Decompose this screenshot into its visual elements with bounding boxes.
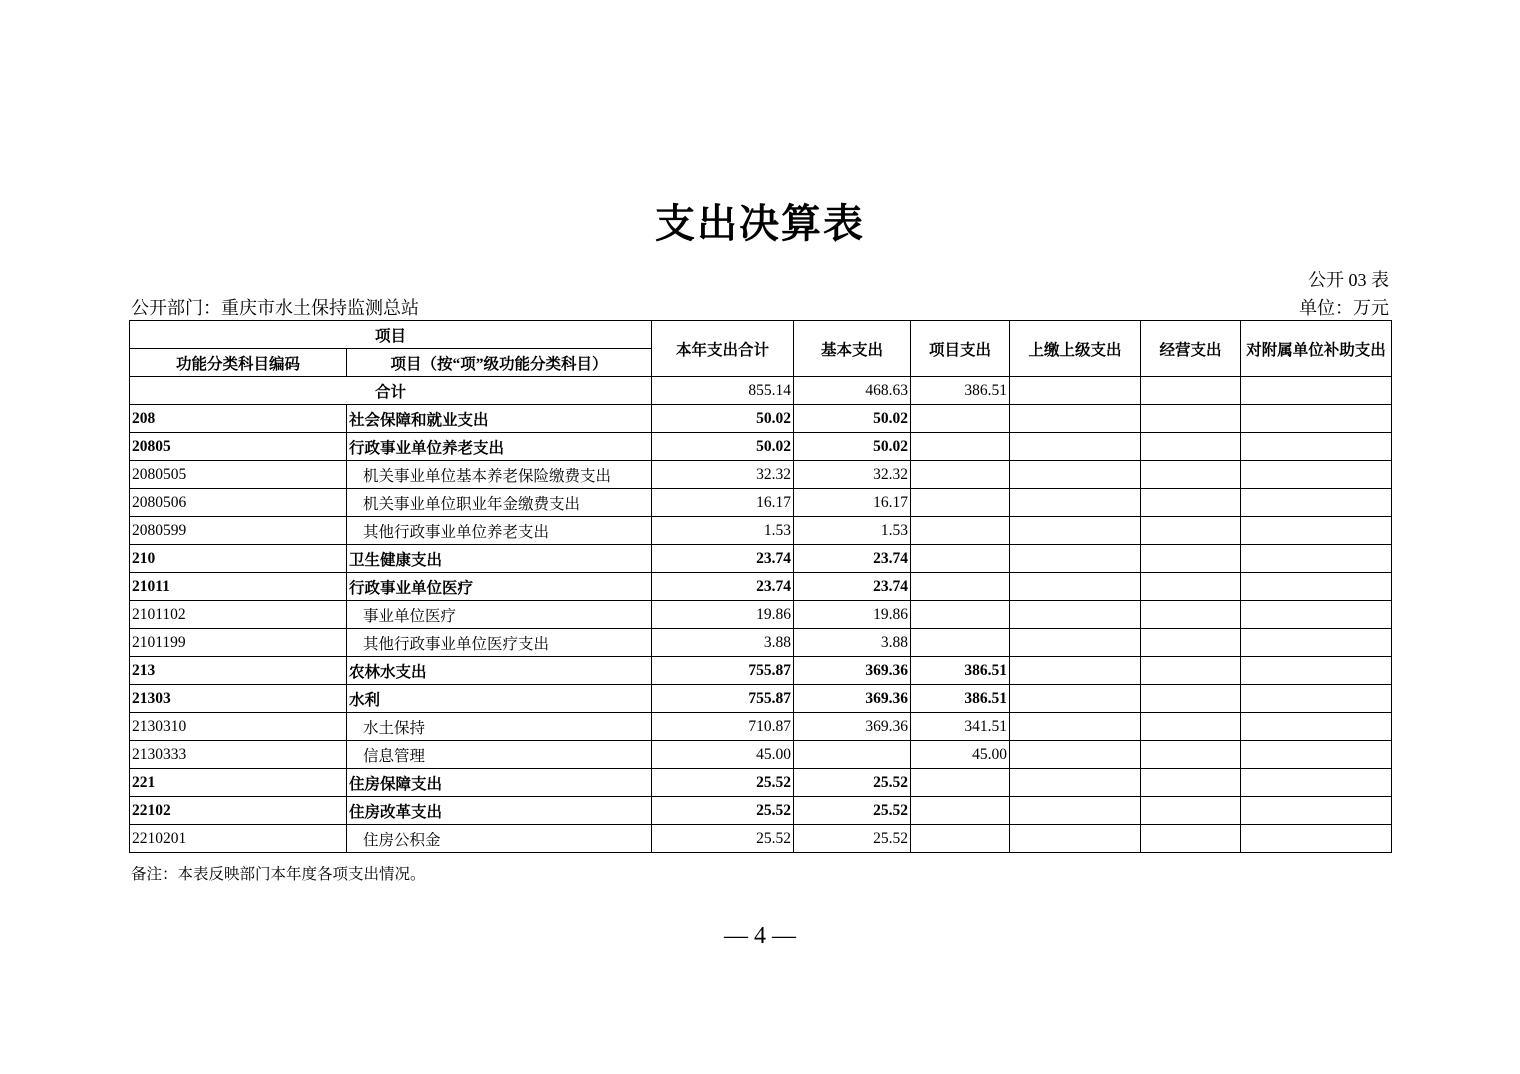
row-basic: 25.52 xyxy=(794,797,911,825)
row-code: 221 xyxy=(130,769,347,797)
row-total: 32.32 xyxy=(652,461,794,489)
row-business xyxy=(1141,545,1241,573)
row-subsidy xyxy=(1241,685,1392,713)
row-total: 755.87 xyxy=(652,657,794,685)
row-code: 2130333 xyxy=(130,741,347,769)
row-code: 2080506 xyxy=(130,489,347,517)
row-upper xyxy=(1010,629,1141,657)
row-subsidy xyxy=(1241,461,1392,489)
row-name: 社会保障和就业支出 xyxy=(347,405,652,433)
row-code: 21303 xyxy=(130,685,347,713)
table-row xyxy=(130,685,1392,713)
row-name: 住房公积金 xyxy=(347,825,652,853)
row-total: 50.02 xyxy=(652,405,794,433)
page-number: — 4 — xyxy=(724,923,796,949)
table-row xyxy=(130,545,1392,573)
row-subsidy xyxy=(1241,433,1392,461)
row-business xyxy=(1141,713,1241,741)
header-project-expense: 项目支出 xyxy=(911,321,1010,377)
row-upper xyxy=(1010,685,1141,713)
row-code: 2130310 xyxy=(130,713,347,741)
footnote: 备注：本表反映部门本年度各项支出情况。 xyxy=(131,866,426,883)
row-project xyxy=(911,769,1010,797)
row-total: 710.87 xyxy=(652,713,794,741)
row-subsidy xyxy=(1241,825,1392,853)
header-business: 经营支出 xyxy=(1141,321,1241,377)
row-project xyxy=(911,405,1010,433)
row-name: 行政事业单位医疗 xyxy=(347,573,652,601)
row-basic xyxy=(794,741,911,769)
total-subsidy xyxy=(1241,377,1392,405)
row-project xyxy=(911,797,1010,825)
row-name: 事业单位医疗 xyxy=(347,601,652,629)
row-subsidy xyxy=(1241,545,1392,573)
row-subsidy xyxy=(1241,769,1392,797)
row-name: 农林水支出 xyxy=(347,657,652,685)
row-name: 其他行政事业单位医疗支出 xyxy=(347,629,652,657)
row-total: 23.74 xyxy=(652,573,794,601)
row-upper xyxy=(1010,825,1141,853)
row-code: 213 xyxy=(130,657,347,685)
row-project: 386.51 xyxy=(911,657,1010,685)
row-total: 50.02 xyxy=(652,433,794,461)
row-total: 3.88 xyxy=(652,629,794,657)
row-upper xyxy=(1010,489,1141,517)
row-business xyxy=(1141,741,1241,769)
row-business xyxy=(1141,461,1241,489)
row-subsidy xyxy=(1241,741,1392,769)
row-subsidy xyxy=(1241,517,1392,545)
row-business xyxy=(1141,517,1241,545)
row-upper xyxy=(1010,657,1141,685)
row-total: 25.52 xyxy=(652,797,794,825)
row-subsidy xyxy=(1241,405,1392,433)
row-total: 16.17 xyxy=(652,489,794,517)
row-total: 23.74 xyxy=(652,545,794,573)
table-row xyxy=(130,713,1392,741)
row-business xyxy=(1141,769,1241,797)
table-row xyxy=(130,433,1392,461)
total-business xyxy=(1141,377,1241,405)
row-code: 21011 xyxy=(130,573,347,601)
row-upper xyxy=(1010,769,1141,797)
row-upper xyxy=(1010,405,1141,433)
table-row xyxy=(130,517,1392,545)
row-upper xyxy=(1010,601,1141,629)
row-code: 20805 xyxy=(130,433,347,461)
header-code: 功能分类科目编码 xyxy=(130,349,347,377)
row-code: 2101102 xyxy=(130,601,347,629)
row-project xyxy=(911,461,1010,489)
table-row xyxy=(130,825,1392,853)
meta-row xyxy=(131,294,1389,318)
row-upper xyxy=(1010,461,1141,489)
row-business xyxy=(1141,433,1241,461)
row-name: 水土保持 xyxy=(347,713,652,741)
header-total: 本年支出合计 xyxy=(652,321,794,377)
expenditure-table xyxy=(129,320,1392,853)
header-basic: 基本支出 xyxy=(794,321,911,377)
row-basic: 369.36 xyxy=(794,713,911,741)
total-project: 386.51 xyxy=(911,377,1010,405)
total-upper xyxy=(1010,377,1141,405)
department-label: 公开部门：重庆市水土保持监测总站 xyxy=(131,298,419,318)
row-business xyxy=(1141,573,1241,601)
row-project xyxy=(911,545,1010,573)
row-name: 信息管理 xyxy=(347,741,652,769)
row-upper xyxy=(1010,517,1141,545)
row-code: 22102 xyxy=(130,797,347,825)
row-basic: 19.86 xyxy=(794,601,911,629)
row-code: 208 xyxy=(130,405,347,433)
row-basic: 3.88 xyxy=(794,629,911,657)
total-total: 855.14 xyxy=(652,377,794,405)
row-business xyxy=(1141,685,1241,713)
table-row xyxy=(130,601,1392,629)
row-name: 卫生健康支出 xyxy=(347,545,652,573)
row-total: 19.86 xyxy=(652,601,794,629)
row-total: 45.00 xyxy=(652,741,794,769)
row-subsidy xyxy=(1241,797,1392,825)
table-row xyxy=(130,405,1392,433)
table-row xyxy=(130,629,1392,657)
row-name: 住房改革支出 xyxy=(347,797,652,825)
row-upper xyxy=(1010,713,1141,741)
row-code: 2080599 xyxy=(130,517,347,545)
row-name: 住房保障支出 xyxy=(347,769,652,797)
table-row xyxy=(130,573,1392,601)
table-row xyxy=(130,741,1392,769)
row-basic: 16.17 xyxy=(794,489,911,517)
row-total: 1.53 xyxy=(652,517,794,545)
row-subsidy xyxy=(1241,629,1392,657)
table-row xyxy=(130,797,1392,825)
header-subsidy: 对附属单位补助支出 xyxy=(1241,321,1392,377)
row-business xyxy=(1141,601,1241,629)
row-business xyxy=(1141,657,1241,685)
row-upper xyxy=(1010,797,1141,825)
total-label: 合计 xyxy=(130,377,652,405)
row-subsidy xyxy=(1241,601,1392,629)
header-upper: 上缴上级支出 xyxy=(1010,321,1141,377)
row-project: 45.00 xyxy=(911,741,1010,769)
row-basic: 369.36 xyxy=(794,657,911,685)
row-code: 2080505 xyxy=(130,461,347,489)
table-row xyxy=(130,489,1392,517)
row-project xyxy=(911,517,1010,545)
row-name: 水利 xyxy=(347,685,652,713)
row-upper xyxy=(1010,573,1141,601)
row-basic: 32.32 xyxy=(794,461,911,489)
header-item: 项目（按“项”级功能分类科目） xyxy=(347,349,652,377)
table-row xyxy=(130,657,1392,685)
row-project xyxy=(911,825,1010,853)
row-project xyxy=(911,601,1010,629)
row-subsidy xyxy=(1241,713,1392,741)
row-upper xyxy=(1010,741,1141,769)
row-basic: 50.02 xyxy=(794,405,911,433)
row-code: 210 xyxy=(130,545,347,573)
row-business xyxy=(1141,797,1241,825)
row-basic: 50.02 xyxy=(794,433,911,461)
row-basic: 25.52 xyxy=(794,769,911,797)
header-project: 项目 xyxy=(130,321,652,349)
row-subsidy xyxy=(1241,573,1392,601)
row-business xyxy=(1141,489,1241,517)
row-project: 341.51 xyxy=(911,713,1010,741)
row-project xyxy=(911,573,1010,601)
row-business xyxy=(1141,629,1241,657)
total-row xyxy=(130,377,1392,405)
row-code: 2101199 xyxy=(130,629,347,657)
row-project xyxy=(911,433,1010,461)
table-row xyxy=(130,461,1392,489)
row-total: 755.87 xyxy=(652,685,794,713)
row-name: 机关事业单位基本养老保险缴费支出 xyxy=(347,461,652,489)
row-upper xyxy=(1010,545,1141,573)
row-basic: 23.74 xyxy=(794,545,911,573)
row-basic: 23.74 xyxy=(794,573,911,601)
row-total: 25.52 xyxy=(652,825,794,853)
row-name: 机关事业单位职业年金缴费支出 xyxy=(347,489,652,517)
row-code: 2210201 xyxy=(130,825,347,853)
row-basic: 369.36 xyxy=(794,685,911,713)
row-project xyxy=(911,629,1010,657)
row-upper xyxy=(1010,433,1141,461)
table-row xyxy=(130,769,1392,797)
row-basic: 1.53 xyxy=(794,517,911,545)
row-project xyxy=(911,489,1010,517)
row-subsidy xyxy=(1241,657,1392,685)
row-name: 行政事业单位养老支出 xyxy=(347,433,652,461)
row-total: 25.52 xyxy=(652,769,794,797)
row-basic: 25.52 xyxy=(794,825,911,853)
total-basic: 468.63 xyxy=(794,377,911,405)
row-business xyxy=(1141,825,1241,853)
row-subsidy xyxy=(1241,489,1392,517)
unit-label: 单位：万元 xyxy=(1299,298,1389,318)
document-title: 支出决算表 xyxy=(655,201,865,246)
row-name: 其他行政事业单位养老支出 xyxy=(347,517,652,545)
row-business xyxy=(1141,405,1241,433)
row-project: 386.51 xyxy=(911,685,1010,713)
table-number: 公开 03 表 xyxy=(1308,270,1389,290)
